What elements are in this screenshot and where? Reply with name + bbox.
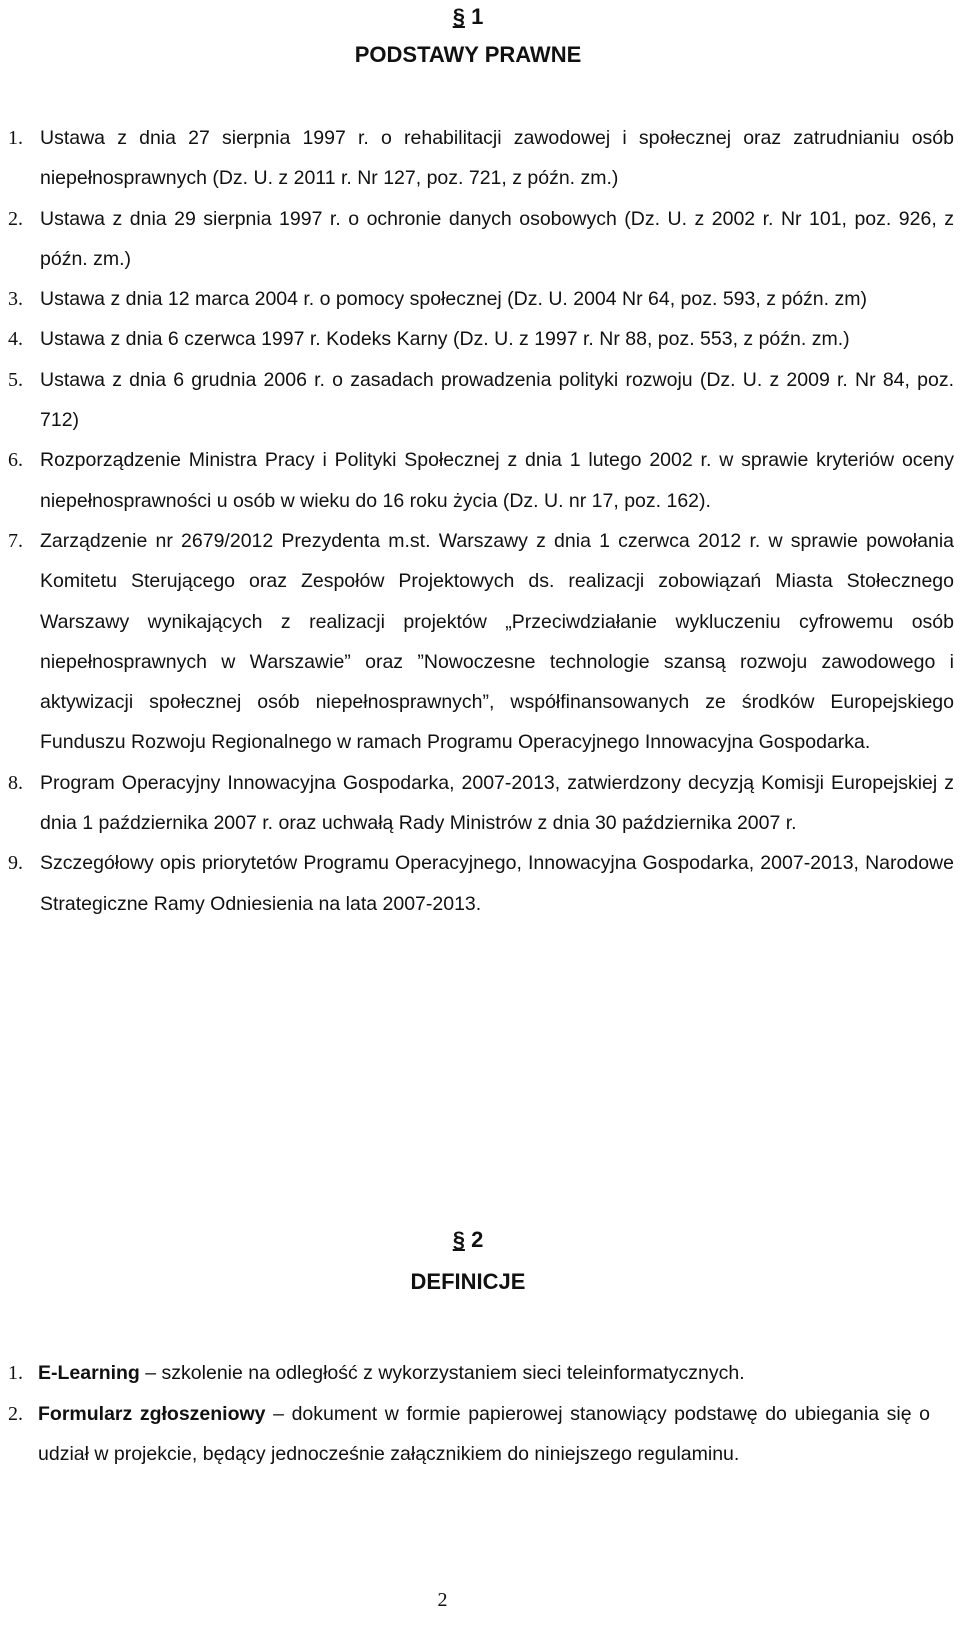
item-text: Ustawa z dnia 12 marca 2004 r. o pomocy społecznej (Dz. U. 2004 Nr 64, poz. 593, z późn. zm) [40, 288, 867, 311]
item-text: Szczegółowy opis priorytetów Programu Operacyjnego, Innowacyjna Gospodarka, 2007-2013, Narodowe Strategiczne Ramy Odniesienia na lata 2007-2013. [40, 852, 954, 915]
definitions-list [0, 1353, 930, 1475]
section-2-mark [0, 1227, 936, 1253]
section-1-title: PODSTAWY PRAWNE [354, 42, 582, 67]
item-number: 9. [8, 852, 23, 875]
section-symbol: § [452, 1227, 465, 1252]
definition-dash: – [145, 1362, 157, 1384]
section-1-mark [0, 4, 936, 30]
item-number: 6. [8, 449, 23, 472]
list-item [0, 521, 956, 763]
item-number: 4. [8, 328, 23, 351]
section-2-number: 2 [471, 1227, 484, 1252]
item-number: 2. [8, 1402, 23, 1425]
section-symbol: § [452, 4, 465, 29]
list-item [0, 118, 956, 199]
definition-dash: – [273, 1402, 284, 1425]
list-item [0, 843, 956, 924]
section-1-number: 1 [471, 4, 484, 29]
section-1-header [0, 4, 936, 68]
page-number: 2 [437, 1589, 448, 1611]
section-2-title: DEFINICJE [410, 1269, 526, 1294]
legal-basis-list [0, 118, 956, 924]
item-text: Program Operacyjny Innowacyjna Gospodarka, 2007-2013, zatwierdzony decyzją Komisji Europejskiej z dnia 1 października 2007 r. oraz uchwałą Rady Ministrów z dnia 30 października 2007 r. [40, 771, 954, 835]
item-text: Ustawa z dnia 6 czerwca 1997 r. Kodeks Karny (Dz. U. z 1997 r. Nr 88, poz. 553, z późn. zm.) [40, 328, 850, 351]
definition-term: E-Learning [38, 1362, 140, 1384]
definition-item [0, 1353, 930, 1394]
list-item [0, 199, 956, 280]
item-number: 7. [8, 529, 23, 552]
list-item [0, 279, 956, 319]
item-text: Zarządzenie nr 2679/2012 Prezydenta m.st. Warszawy z dnia 1 czerwca 2012 r. w sprawie powołania Komitetu Sterującego oraz Zespołów Projektowych ds. realizacji zobowiązań Miasta Stołecznego Warszawy wynikających z realizacji projektów „Przeciwdziałanie wykluczeniu cyfrowemu osób niepełnosprawnych w Warszawie” oraz ”Nowoczesne technologie szansą rozwoju zawodowego i aktywizacji społecznej osób niepełnosprawnych”, współfinansowanych ze środków Europejskiego Funduszu Rozwoju Regionalnego w ramach Programu Operacyjnego Innowacyjna Gospodarka. [40, 529, 954, 754]
list-item [0, 319, 956, 359]
item-number: 5. [8, 368, 23, 391]
definition-term: Formularz zgłoszeniowy [38, 1402, 266, 1425]
item-text: Ustawa z dnia 27 sierpnia 1997 r. o rehabilitacji zawodowej i społecznej oraz zatrudnianiu osób niepełnosprawnych (Dz. U. z 2011 r. Nr 127, poz. 721, z późn. zm.) [40, 127, 954, 190]
item-number: 1. [8, 127, 23, 149]
list-item [0, 440, 956, 521]
item-number: 8. [8, 771, 23, 794]
definition-text: szkolenie na odległość z wykorzystaniem sieci teleinformatycznych. [161, 1362, 745, 1384]
item-number: 2. [8, 207, 23, 230]
list-item [0, 763, 956, 844]
item-text: Rozporządzenie Ministra Pracy i Polityki Społecznej z dnia 1 lutego 2002 r. w sprawie kryteriów oceny niepełnosprawności u osób w wieku do 16 roku życia (Dz. U. nr 17, poz. 162). [40, 449, 954, 512]
list-item [0, 360, 956, 441]
item-text: Ustawa z dnia 6 grudnia 2006 r. o zasadach prowadzenia polityki rozwoju (Dz. U. z 2009 r. Nr 84, poz. 712) [40, 368, 954, 432]
definition-item [0, 1394, 930, 1475]
item-number: 1. [8, 1362, 23, 1384]
item-text: Ustawa z dnia 29 sierpnia 1997 r. o ochronie danych osobowych (Dz. U. z 2002 r. Nr 101, poz. 926, z późn. zm.) [40, 207, 954, 270]
item-number: 3. [8, 288, 23, 311]
definition-text: dokument w formie papierowej stanowiący podstawę do ubiegania się o udział w projekcie, będący jednocześnie załącznikiem do niniejszego regulaminu. [38, 1402, 930, 1465]
section-2-header [0, 1227, 936, 1295]
